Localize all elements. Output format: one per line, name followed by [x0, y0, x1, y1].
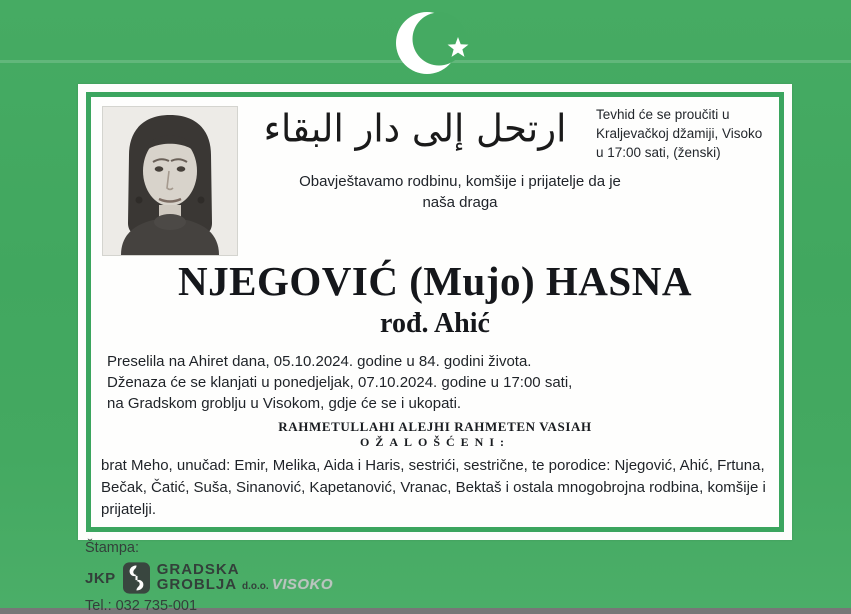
- gradska-groblja-logo-icon: [123, 562, 150, 594]
- arabic-calligraphy-text: ارتحل إلى دار البقاء: [263, 105, 567, 151]
- tevhid-note: [596, 105, 778, 162]
- portrait-icon: [103, 107, 237, 255]
- announcement-text: [241, 171, 679, 213]
- funeral-details: [107, 351, 572, 414]
- stampa-label: Štampa:: [85, 540, 139, 556]
- blessing-text: RAHMETULLAHI ALEJHI RAHMETEN VASIAH: [278, 419, 592, 434]
- printer-footer: [85, 540, 333, 614]
- phone-number: Tel.: 032 735-001: [85, 598, 198, 614]
- crescent-and-star-icon: [394, 10, 476, 76]
- logo-city: VISOKO: [271, 576, 334, 593]
- logo-name-line1: GRADSKA: [156, 561, 240, 578]
- tevhid-line: Kraljevačkoj džamiji, Visoko: [596, 126, 763, 141]
- deceased-photo: [103, 107, 237, 255]
- funeral-details-line: na Gradskom groblju u Visokom, gdje će se i ukopati.: [107, 395, 462, 412]
- family-list-text: brat Meho, unučad: Emir, Melika, Aida i Haris, sestrići, sestrične, te porodice: Njegović, Ahić, Frtuna, Bečak, Čatić, Suša, Sinanović, Kapetanović, Vranac, Bektaš i ostala mnogobrojna rodbina, komšije i prijatelji.: [101, 457, 766, 518]
- obituary-card: [78, 84, 792, 540]
- announcement-line: naša draga: [422, 194, 498, 211]
- tevhid-line: Tevhid će se proučiti u: [596, 107, 730, 122]
- funeral-details-line: Dženaza će se klanjati u ponedjeljak, 07.10.2024. godine u 17:00 sati,: [107, 374, 573, 391]
- logo-name-line2: GROBLJA: [156, 576, 238, 593]
- tevhid-line: u 17:00 sati, (ženski): [596, 145, 721, 160]
- card-green-border: [86, 92, 784, 532]
- mourners-label: OŽALOŠĆENI:: [359, 435, 511, 449]
- funeral-details-line: Preselila na Ahiret dana, 05.10.2024. godine u 84. godini života.: [107, 353, 532, 370]
- card-content: [91, 97, 779, 527]
- printer-logo: [85, 561, 333, 595]
- logo-name: [157, 562, 333, 594]
- announcement-line: Obavještavamo rodbinu, komšije i prijatelje da je: [299, 173, 621, 190]
- deceased-name: NJEGOVIĆ (Mujo) HASNA: [178, 258, 692, 304]
- jkp-label: JKP: [85, 569, 116, 587]
- logo-suffix: d.o.o.: [242, 581, 269, 592]
- maiden-name: rođ. Ahić: [380, 308, 490, 339]
